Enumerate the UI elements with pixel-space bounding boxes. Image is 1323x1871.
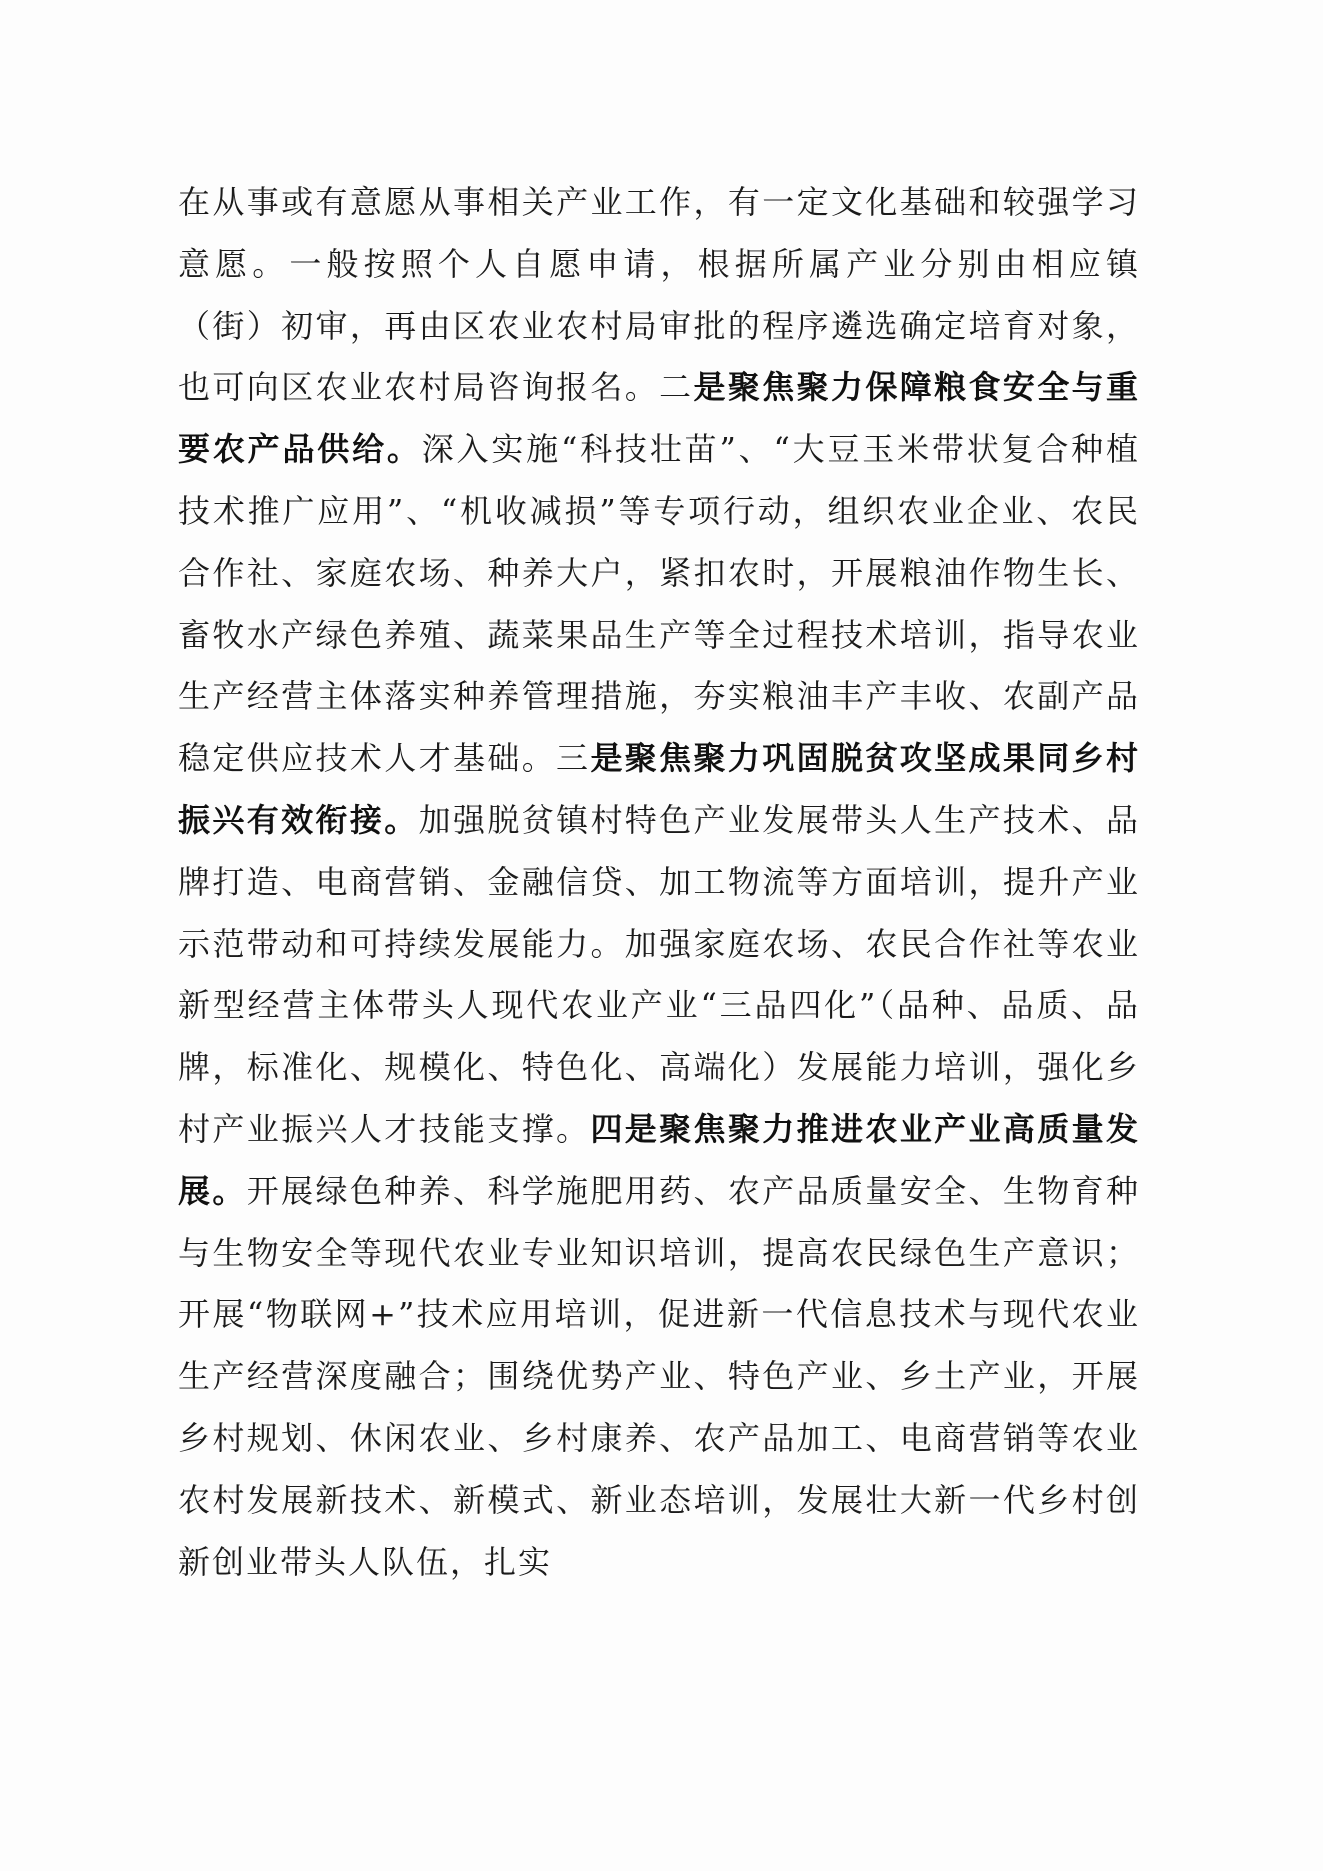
text-segment: 开展绿色种养、科学施肥用药、农产品质量安全、生物育种与生物安全等现代农业专业知识培训，提高农民绿色生产意识；开展“物联网+”技术应用培训，促进新一代信息技术与现代农业生产经营深度融合；围绕优势产业、特色产业、乡土产业，开展乡村规划、休闲农业、乡村康养、农产品加工、电商营销等农业农村发展新技术、新模式、新业态培训，发展壮大新一代乡村创新创业带头人队伍，扎实 xyxy=(178,1171,1140,1581)
bold-heading-segment: 四是聚焦聚力推进农业产业高质量发展。 xyxy=(178,1109,1140,1210)
text-segment: 加强脱贫镇村特色产业发展带头人生产技术、品牌打造、电商营销、金融信贷、加工物流等方面培训，提升产业示范带动和可持续发展能力。加强家庭农场、农民合作社等农业新型经营主体带头人现代农业产业“三品四化”（品种、品质、品牌，标准化、规模化、特色化、高端化）发展能力培训，强化乡村产业振兴人才技能支撑。 xyxy=(178,800,1140,1148)
bold-heading-segment: 是聚焦聚力保障粮食安全与重要农产品供给。 xyxy=(178,368,1140,469)
body-paragraph xyxy=(178,172,1140,1593)
bold-heading-segment: 是聚焦聚力巩固脱贫攻坚成果同乡村振兴有效衔接。 xyxy=(178,739,1140,839)
text-segment: 在从事或有意愿从事相关产业工作，有一定文化基础和较强学习意愿。一般按照个人自愿申请，根据所属产业分别由相应镇（街）初审，再由区农业农村局审批的程序遴选确定培育对象，也可向区农业农村局咨询报名。二 xyxy=(178,183,1140,407)
text-segment: 深入实施“科技壮苗”、“大豆玉米带状复合种植技术推广应用”、“机收减损”等专项行动，组织农业企业、农民合作社、家庭农场、种养大户，紧扣农时，开展粮油作物生长、畜牧水产绿色养殖、蔬菜果品生产等全过程技术培训，指导农业生产经营主体落实种养管理措施，夯实粮油丰产丰收、农副产品稳定供应技术人才基础。三 xyxy=(178,430,1140,778)
